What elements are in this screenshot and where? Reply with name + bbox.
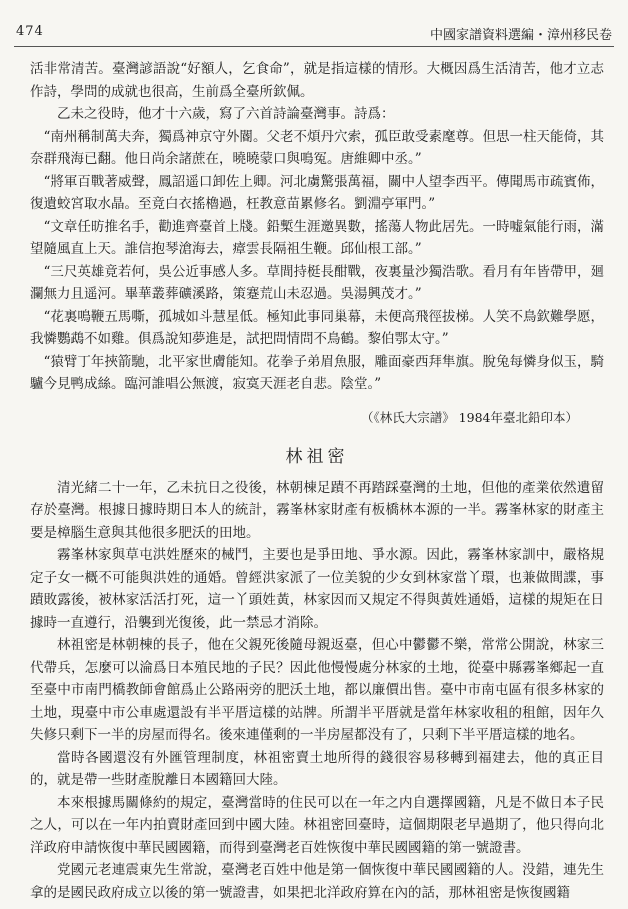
poem-6: “猿臂丁年挾箭馳，北平家世膚能知。花拳子弟眉魚服，雕面豪西拜隼旗。脫兔每憐身似玉，騎驢今見鸭成絲。臨河誰唱公無渡，寂寞天涯老自悲。陰堂。” (30, 353, 604, 392)
body-paragraph-2: 霧峯林家與草屯洪姓歷來的械鬥，主要也是爭田地、爭水源。因此，霧峯林家訓中，嚴格規定子女一概不可能與洪姓的通婚。曾經洪家派了一位美貌的少女到林家當丫環，也兼做間諜，事蹟敗露後，被林家活活打死，這一丫頭姓黃，林家因而又規定不得與黃姓通婚，這樣的規矩在日據時一直遵行，沿襲到光復後，此一禁忌才消除。 (30, 547, 604, 631)
page-number: 474 (16, 24, 44, 39)
poem-list (30, 126, 604, 396)
body-paragraph-3: 林祖密是林朝棟的長子，他在父親死後隨母親返臺，但心中鬱鬱不樂，常常公開說，林家三代帶兵，怎麼可以淪爲日本殖民地的子民？因此他慢慢處分林家的土地，從臺中縣霧峯鄉起一直至臺中市南門橋教師會館爲止公路兩旁的肥沃土地，都以廉價出售。臺中市南屯區有很多林家的土地，現臺中市公車處還設有半平厝這樣的站牌。所謂半平厝就是當年林家收租的租館，因年久失修只剩下一半的房屋而得名。後來連僅剩的一半房屋都没有了，只剩下半平厝這樣的地名。 (30, 637, 604, 743)
body-paragraph-5: 本來根據馬關條約的規定，臺灣當時的住民可以在一年之内自選擇國籍，凡是不做日本子民之人，可以在一年内拍賣財產回到中國大陸。林祖密回臺時，這個期限老早過期了，他只得向北洋政府申請恢復中華民國國籍，而得到臺灣老百姓恢復中華民國國籍的第一號證書。 (30, 794, 604, 856)
poem-5: “花裏鳴鞭五馬嘶，孤城如斗慧星低。極知此事同巢幕，未便高飛徑拔梯。人笑不鳥欽難學愿，我憐鸚鵡不如雞。俱爲說知夢進是，試把問情問不鳥鶴。黎伯鄂太守。” (30, 308, 604, 347)
poem-4: “三尺英雄竟若何，吳公近事感人多。草間持梃長酣戰，夜裏量沙獨浩歌。看月有年皆帶甲，廻瀾無力且遥河。畢華叢葬礦溪路，策蹇荒山未忍過。吳湯興茂才。” (30, 263, 604, 302)
source-citation: （《林氏大宗譜》 1984年臺北鉛印本） (360, 409, 578, 425)
body-paragraph-1: 清光緒二十一年，乙未抗日之役後，林朝棟足蹟不再踏踩臺灣的土地，但他的產業依然遺留存於臺灣。根據日據時期日本人的統計，霧峯林家財產有板橋林本源的一半。霧峯林家的財產主要是樟腦生意與其他很多肥沃的田地。 (30, 479, 604, 541)
poem-1: “南州稱制萬夫奔，獨爲神京守外閽。父老不煩丹穴索，孤臣敢受素麾尊。但思一柱天能倚，其奈群飛海已翻。他日尚余諸蔗在，曉曉蒙口與鳴冤。唐維卿中丞。” (30, 128, 604, 167)
poem-2: “將軍百戰著威聲，鳳詔遥口卸佐上卿。河北虜驚張萬福，關中人望李西平。傳聞馬市疏賓佈，復遺蛟宮取水晶。至竟白衣搖櫓過，枉教意苗累修名。劉淵亭軍門。” (30, 173, 604, 212)
page-content (30, 58, 604, 904)
section-title: 林祖密 (285, 446, 349, 467)
body-paragraph-4: 當時各國還沒有外匯管理制度，林祖密賣土地所得的錢很容易移轉到福建去，他的真正目的，就是帶一些財產脫離日本國籍回大陸。 (30, 749, 604, 788)
intro-paragraph-2: 乙未之役時，他才十六歲，寫了六首詩論臺灣事。詩爲： (57, 106, 395, 122)
poem-3: “文章任昉推名手，勸進齊臺首上牋。鉛槧生涯邀異數，搖蕩人物此居先。一時嘘氣能行雨，滿望隨風直上天。誰信抱琴滄海去，瘴雲長隔祖生鞭。邱仙根工部。” (30, 218, 604, 257)
body-paragraph-6: 党國元老連震東先生常說，臺灣老百姓中他是第一個恢復中華民國國籍的人。没錯，連先生拿的是國民政府成立以後的第一號證書，如果把北洋政府算在內的話，那林祖密是恢復國籍 (30, 862, 604, 901)
running-title: 中國家譜資料選編・漳州移民卷 (429, 28, 612, 43)
intro-paragraph-1: 活非常清苦。臺灣諺語說“好額人，乞食命”，就是指這樣的情形。大概因爲生活清苦，他才立志作詩，學問的成就也很高，生前爲全臺所欽佩。 (30, 61, 604, 100)
running-header (14, 22, 614, 47)
